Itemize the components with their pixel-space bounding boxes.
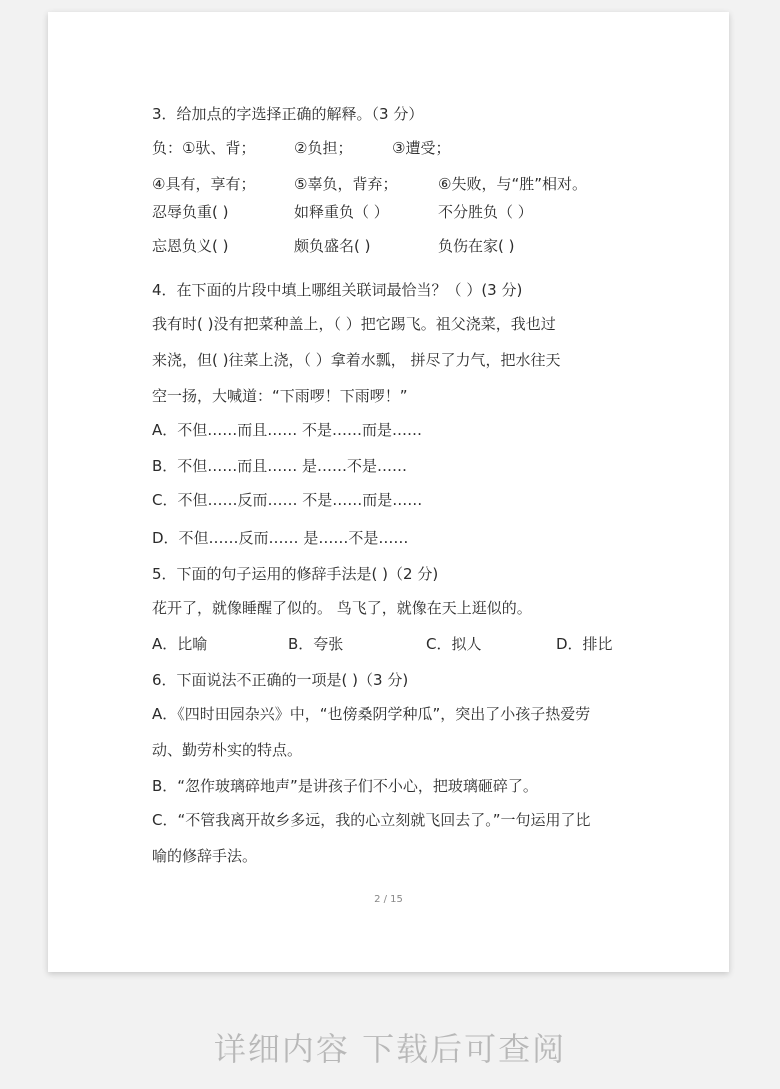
q3-item: 负伤在家( ) bbox=[438, 237, 515, 255]
q3-item: 不分胜负（ ） bbox=[438, 203, 533, 221]
q5-option-c: C．拟人 bbox=[426, 635, 482, 653]
q4-title: 4．在下面的片段中填上哪组关联词最恰当？（ ）(3 分) bbox=[152, 281, 523, 299]
q6-title: 6．下面说法不正确的一项是( )（3 分) bbox=[152, 671, 409, 689]
download-hint: 详细内容 下载后可查阅 bbox=[213, 1030, 567, 1068]
q3-item: 颇负盛名( ) bbox=[294, 237, 371, 255]
q3-meaning-3: ③遭受； bbox=[392, 139, 451, 157]
q3-item: 如释重负（ ） bbox=[294, 203, 389, 221]
document-page bbox=[48, 12, 729, 972]
q5-option-b: B．夸张 bbox=[288, 635, 344, 653]
q4-option-a: A．不但……而且…… 不是……而是…… bbox=[152, 421, 423, 439]
q3-meaning-6: ⑥失败，与“胜”相对。 bbox=[438, 175, 587, 193]
q4-passage-line: 我有时( )没有把菜种盖上，（ ）把它踢飞。祖父浇菜，我也过 bbox=[152, 315, 556, 333]
q3-item: 忘恩负义( ) bbox=[152, 237, 229, 255]
q5-option-a: A．比喻 bbox=[152, 635, 208, 653]
q4-passage-line: 空一扬，大喊道：“下雨啰！下雨啰！” bbox=[152, 387, 408, 405]
q6-line: 喻的修辞手法。 bbox=[152, 847, 258, 865]
q3-meaning-5: ⑤辜负，背弃； bbox=[294, 175, 398, 193]
q4-option-d: D．不但……反而…… 是……不是…… bbox=[152, 529, 409, 547]
q4-passage-line: 来浇，但( )往菜上浇，（ ）拿着水瓢， 拼尽了力气，把水往天 bbox=[152, 351, 561, 369]
q6-line: B．“忽作玻璃碎地声”是讲孩子们不小心，把玻璃砸碎了。 bbox=[152, 777, 538, 795]
q3-meaning-1: ①驮、背； bbox=[182, 139, 256, 157]
q6-line: C．“不管我离开故乡多远，我的心立刻就飞回去了。”一句运用了比 bbox=[152, 811, 591, 829]
q3-title: 3．给加点的字选择正确的解释。（3 分） bbox=[152, 105, 424, 123]
page-number: 2 / 15 bbox=[374, 894, 403, 905]
q4-option-b: B．不但……而且…… 是……不是…… bbox=[152, 457, 408, 475]
q4-option-c: C．不但……反而…… 不是……而是…… bbox=[152, 491, 423, 509]
q3-meaning-4: ④具有，享有； bbox=[152, 175, 256, 193]
q5-sentence: 花开了，就像睡醒了似的。 鸟飞了，就像在天上逛似的。 bbox=[152, 599, 532, 617]
q5-option-d: D．排比 bbox=[556, 635, 613, 653]
q3-meaning-prefix: 负： bbox=[152, 139, 183, 157]
q6-line: 动、勤劳朴实的特点。 bbox=[152, 741, 303, 759]
q3-meaning-2: ②负担； bbox=[294, 139, 353, 157]
q5-title: 5．下面的句子运用的修辞手法是( )（2 分) bbox=[152, 565, 439, 583]
q3-item: 忍辱负重( ) bbox=[152, 203, 229, 221]
q6-line: A．《四时田园杂兴》中，“也傍桑阴学种瓜”，突出了小孩子热爱劳 bbox=[152, 705, 591, 723]
